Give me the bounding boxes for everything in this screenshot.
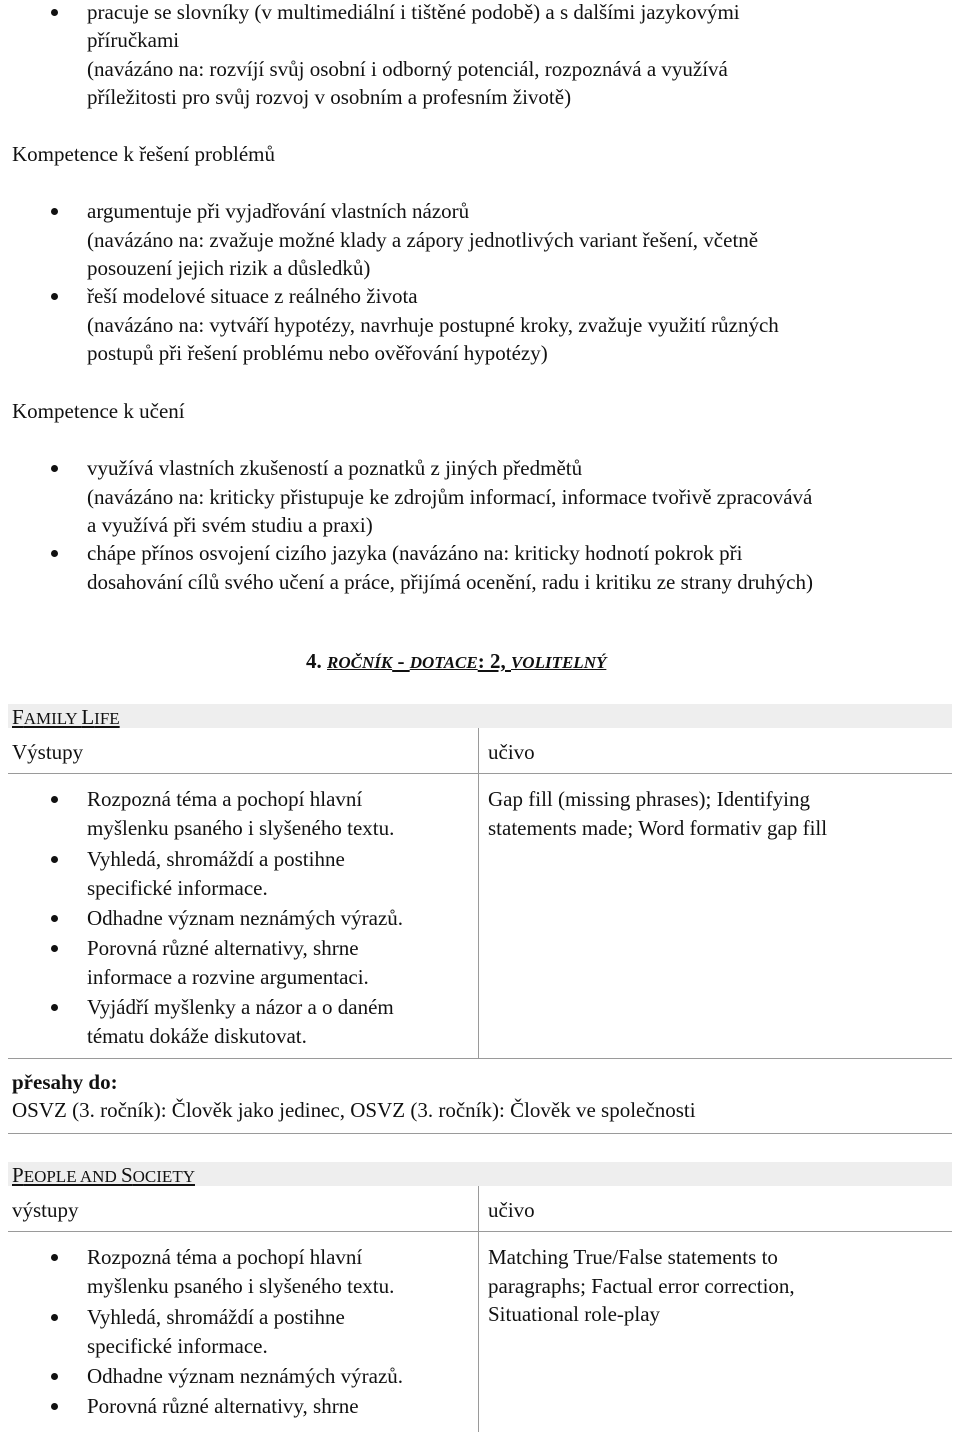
list-item-text: posouzení jejich rizik a důsledků): [87, 256, 371, 280]
list-item-text: dosahování cílů svého učení a práce, přijímá ocenění, radu i kritiku ze strany druhých): [87, 570, 813, 594]
bullet-icon: [51, 550, 58, 557]
list-item-text: (navázáno na: rozvíjí svůj osobní i odborný potenciál, rozpoznává a využívá: [87, 57, 728, 81]
curriculum-text: paragraphs; Factual error correction,: [488, 1274, 795, 1298]
bullet-icon: [51, 465, 58, 472]
curriculum-text: statements made; Word formativ gap fill: [488, 816, 828, 840]
bullet-icon: [51, 208, 58, 215]
list-item-text: příručkami: [87, 28, 180, 52]
output-item: Vyhledá, shromáždí a postihne: [87, 1305, 345, 1329]
header-rule: [8, 773, 952, 774]
overlaps-label: přesahy do:: [12, 1070, 118, 1094]
output-item: myšlenku psaného i slyšeného textu.: [87, 816, 395, 840]
title-part: AMILY: [23, 709, 82, 728]
bullet-icon: [51, 945, 58, 952]
grade-number: 4.: [306, 649, 322, 673]
table-bottom-rule: [8, 1133, 952, 1134]
row-rule: [8, 1058, 952, 1059]
title-letter: P: [12, 1163, 24, 1187]
list-item-text: a využívá při svém studiu a praxi): [87, 513, 373, 537]
overlaps-text: OSVZ (3. ročník): Člověk jako jedinec, OSVZ (3. ročník): Člověk ve společnosti: [12, 1098, 696, 1122]
grade-dotace: DOTACE: [409, 653, 478, 672]
outputs-column-header: Výstupy: [12, 740, 84, 764]
bullet-icon: [51, 1314, 58, 1321]
list-item-text: (navázáno na: kriticky přistupuje ke zdrojům informací, informace tvořivě zpracovává: [87, 485, 813, 509]
title-part: IFE: [94, 709, 120, 728]
curriculum-text: Situational role-play: [488, 1302, 661, 1326]
column-divider: [478, 728, 479, 1058]
bullet-icon: [51, 9, 58, 16]
title-letter: F: [12, 705, 24, 729]
bullet-icon: [51, 915, 58, 922]
output-item: Rozpozná téma a pochopí hlavní: [87, 787, 363, 811]
output-item: Odhadne význam neznámých výrazů.: [87, 1364, 404, 1388]
bullet-icon: [51, 1403, 58, 1410]
section-heading: Kompetence k řešení problémů: [12, 142, 275, 166]
outputs-column-header: výstupy: [12, 1198, 79, 1222]
output-item: Vyjádří myšlenky a názor a o daném: [87, 995, 394, 1019]
output-item: Odhadne význam neznámých výrazů.: [87, 906, 404, 930]
list-item-text: chápe přínos osvojení cizího jazyka (navázáno na: kriticky hodnotí pokrok při: [87, 541, 743, 565]
output-item: myšlenku psaného i slyšeného textu.: [87, 1274, 395, 1298]
output-item: specifické informace.: [87, 1334, 268, 1358]
output-item: Vyhledá, shromáždí a postihne: [87, 847, 345, 871]
people-society-title: [12, 1161, 195, 1192]
curriculum-text: Matching True/False statements to: [488, 1245, 778, 1269]
list-item-text: využívá vlastních zkušeností a poznatků z jiných předmětů: [87, 456, 583, 480]
grade-heading: [306, 646, 606, 678]
family-life-title: [12, 703, 120, 734]
grade-rocnik: ROČNÍK: [327, 653, 393, 672]
bullet-icon: [51, 293, 58, 300]
list-item-text: (navázáno na: zvažuje možné klady a zápory jednotlivých variant řešení, včetně: [87, 228, 759, 252]
grade-volitelny: VOLITELNÝ: [510, 653, 607, 672]
header-rule: [8, 1231, 952, 1232]
list-item-text: (navázáno na: vytváří hypotézy, navrhuje postupné kroky, zvažuje využití různých: [87, 313, 779, 337]
title-letter: S: [120, 1163, 133, 1187]
list-item-text: příležitosti pro svůj rozvoj v osobním a profesním životě): [87, 85, 572, 109]
output-item: tématu dokáže diskutovat.: [87, 1024, 307, 1048]
output-item: Porovná různé alternativy, shrne: [87, 1394, 359, 1418]
bullet-icon: [51, 856, 58, 863]
grade-dotace-value: : 2,: [477, 649, 511, 673]
title-letter: L: [81, 705, 95, 729]
curriculum-column-header: učivo: [488, 740, 535, 764]
family-life-title-row: [8, 704, 952, 728]
title-part: OCIETY: [132, 1167, 195, 1186]
bullet-icon: [51, 1004, 58, 1011]
title-part: EOPLE AND: [23, 1167, 121, 1186]
list-item-text: argumentuje při vyjadřování vlastních názorů: [87, 199, 470, 223]
section-heading: Kompetence k učení: [12, 399, 185, 423]
curriculum-column-header: učivo: [488, 1198, 535, 1222]
grade-dash: -: [392, 649, 410, 673]
bullet-icon: [51, 1254, 58, 1261]
list-item-text: postupů při řešení problému nebo ověřování hypotézy): [87, 341, 548, 365]
output-item: specifické informace.: [87, 876, 268, 900]
curriculum-text: Gap fill (missing phrases); Identifying: [488, 787, 810, 811]
output-item: Rozpozná téma a pochopí hlavní: [87, 1245, 363, 1269]
column-divider: [478, 1186, 479, 1432]
output-item: informace a rozvine argumentaci.: [87, 965, 369, 989]
list-item-text: pracuje se slovníky (v multimediální i tištěné podobě) a s dalšími jazykovými: [87, 0, 740, 24]
bullet-icon: [51, 796, 58, 803]
bullet-icon: [51, 1373, 58, 1380]
output-item: Porovná různé alternativy, shrne: [87, 936, 359, 960]
list-item-text: řeší modelové situace z reálného života: [87, 284, 418, 308]
